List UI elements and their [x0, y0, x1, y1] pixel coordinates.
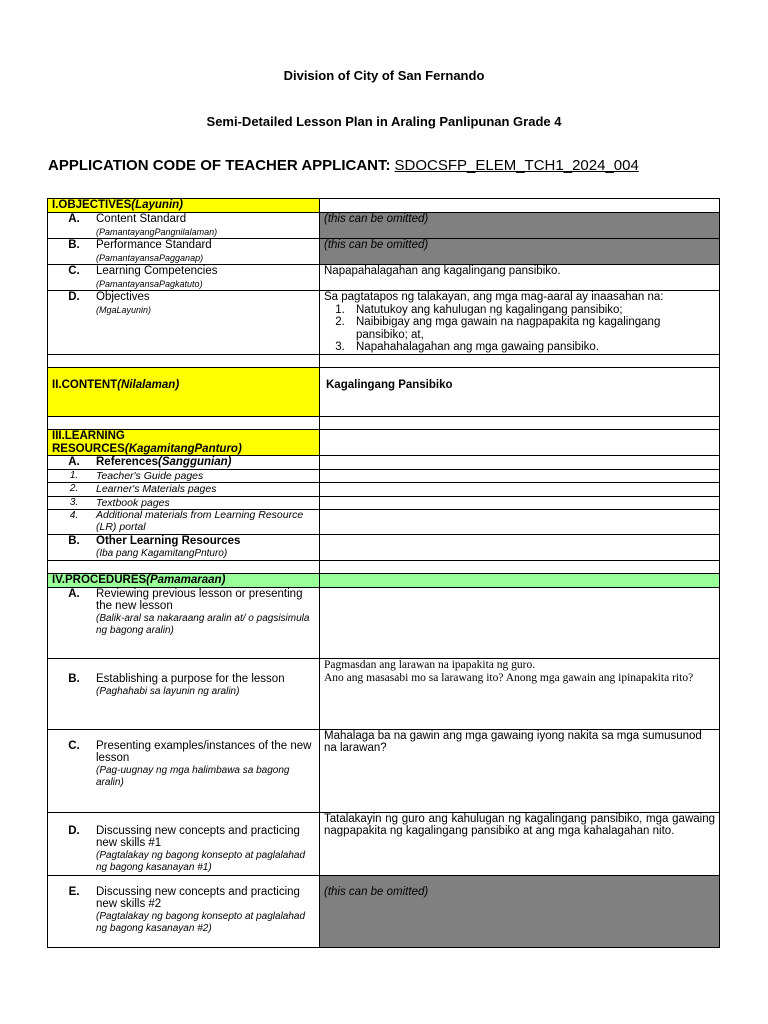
other-resources-label: B. Other Learning Resources (Iba pang KagamitangPnturo): [48, 535, 320, 561]
application-code-value: SDOCSFP_ELEM_TCH1_2024_004: [394, 157, 639, 174]
learning-competencies-row: [48, 265, 720, 291]
reference-item-row: [48, 483, 720, 497]
spacer-row: [48, 355, 720, 368]
content-heading: II.CONTENT(Nilalaman): [48, 368, 320, 417]
content-standard-value: (this can be omitted): [320, 213, 720, 239]
spacer-row: [48, 417, 720, 430]
reference-item: 2. Learner's Materials pages: [48, 483, 320, 497]
objectives-header-row: [48, 199, 720, 213]
content-value: Kagalingang Pansibiko: [320, 368, 720, 417]
objectives-list: [324, 304, 715, 354]
reference-item: 4. Additional materials from Learning Resource (LR) portal: [48, 510, 320, 535]
other-resources-row: [48, 535, 720, 561]
objectives-heading: I.OBJECTIVES(Layunin): [48, 199, 320, 213]
objectives-label: D. Objectives (MgaLayunin): [48, 291, 320, 355]
content-standard-row: [48, 213, 720, 239]
references-row: [48, 456, 720, 470]
references-label: A. References(Sanggunian): [48, 456, 320, 470]
objective-item: 2. Naibibigay ang mga gawain na nagpapakita ng kagalingang pansibiko; at,: [348, 316, 715, 341]
procedure-b-row: [48, 658, 720, 729]
procedure-d-row: [48, 812, 720, 875]
procedure-a-value: [320, 587, 720, 658]
procedure-e-row: [48, 875, 720, 947]
performance-standard-row: [48, 239, 720, 265]
performance-standard-value: (this can be omitted): [320, 239, 720, 265]
procedure-b-label: B. Establishing a purpose for the lesson (Paghahabi sa layunin ng aralin): [48, 658, 320, 729]
application-code-line: [48, 157, 639, 174]
references-value: [320, 456, 720, 470]
reference-item-row: [48, 510, 720, 535]
learning-resources-value: [320, 430, 720, 456]
objectives-row: [48, 291, 720, 355]
application-code-label: APPLICATION CODE OF TEACHER APPLICANT:: [48, 157, 391, 174]
reference-item: 3. Textbook pages: [48, 496, 320, 510]
other-resources-value: [320, 535, 720, 561]
procedure-b-line-2: Ano ang masasabi mo sa larawang ito? Anong mga gawain ang ipinapakita rito?: [324, 671, 694, 684]
lesson-plan-table: [47, 198, 720, 948]
procedure-a-label: A. Reviewing previous lesson or presenting the new lesson (Balik-aral sa nakaraang aralin at/ o pagsisimula ng bagong aralin): [48, 587, 320, 658]
procedures-heading-value: [320, 574, 720, 588]
procedure-a-row: [48, 587, 720, 658]
reference-item-row: [48, 496, 720, 510]
performance-standard-label: B. Performance Standard (PamantayansaPagganap): [48, 239, 320, 265]
objectives-heading-value: [320, 199, 720, 213]
procedure-c-label: C. Presenting examples/instances of the new lesson (Pag-uugnay ng mga halimbawa sa bagong aralin): [48, 729, 320, 812]
procedure-c-value: Mahalaga ba na gawin ang mga gawaing iyong nakita sa mga sumusunod na larawan?: [320, 729, 720, 812]
content-standard-label: A. Content Standard (PamantayangPangnilalaman): [48, 213, 320, 239]
procedure-e-label: E. Discussing new concepts and practicing new skills #2 (Pagtalakay ng bagong konsepto at paglalahad ng bagong kasanayan #2): [48, 875, 320, 947]
procedures-heading: IV.PROCEDURES(Pamamaraan): [48, 574, 320, 588]
learning-resources-heading: III.LEARNING RESOURCES(KagamitangPanturo): [48, 430, 320, 456]
procedure-d-label: D. Discussing new concepts and practicing new skills #1 (Pagtalakay ng bagong konsepto at paglalahad ng bagong kasanayan #1): [48, 812, 320, 875]
reference-item: 1. Teacher's Guide pages: [48, 469, 320, 483]
objective-item: 1. Natutukoy ang kahulugan ng kagalingang pansibiko;: [348, 304, 715, 317]
learning-competencies-label: C. Learning Competencies (PamantayansaPagkatuto): [48, 265, 320, 291]
content-row: [48, 368, 720, 417]
objective-item: 3. Napahahalagahan ang mga gawaing pansibiko.: [348, 341, 715, 354]
division-title: Division of City of San Fernando: [283, 68, 485, 83]
spacer-row: [48, 561, 720, 574]
procedures-header-row: [48, 574, 720, 588]
document-title: Semi-Detailed Lesson Plan in Araling Panlipunan Grade 4: [206, 114, 562, 129]
learning-resources-header-row: [48, 430, 720, 456]
reference-item-row: [48, 469, 720, 483]
procedure-b-line-1: Pagmasdan ang larawan na ipapakita ng guro.: [324, 658, 536, 671]
procedure-b-value: [320, 658, 720, 729]
procedure-d-value: Tatalakayin ng guro ang kahulugan ng kagalingang pansibiko, mga gawaing nagpapakita ng kagalingang pansibiko at ang mga kahalagahan nito.: [320, 812, 720, 875]
procedure-c-row: [48, 729, 720, 812]
learning-competencies-value: Napapahalagahan ang kagalingang pansibiko.: [320, 265, 720, 291]
objectives-value: [320, 291, 720, 355]
objectives-intro: Sa pagtatapos ng talakayan, ang mga mag-aaral ay inaasahan na:: [324, 291, 664, 303]
procedure-e-value: (this can be omitted): [320, 875, 720, 947]
